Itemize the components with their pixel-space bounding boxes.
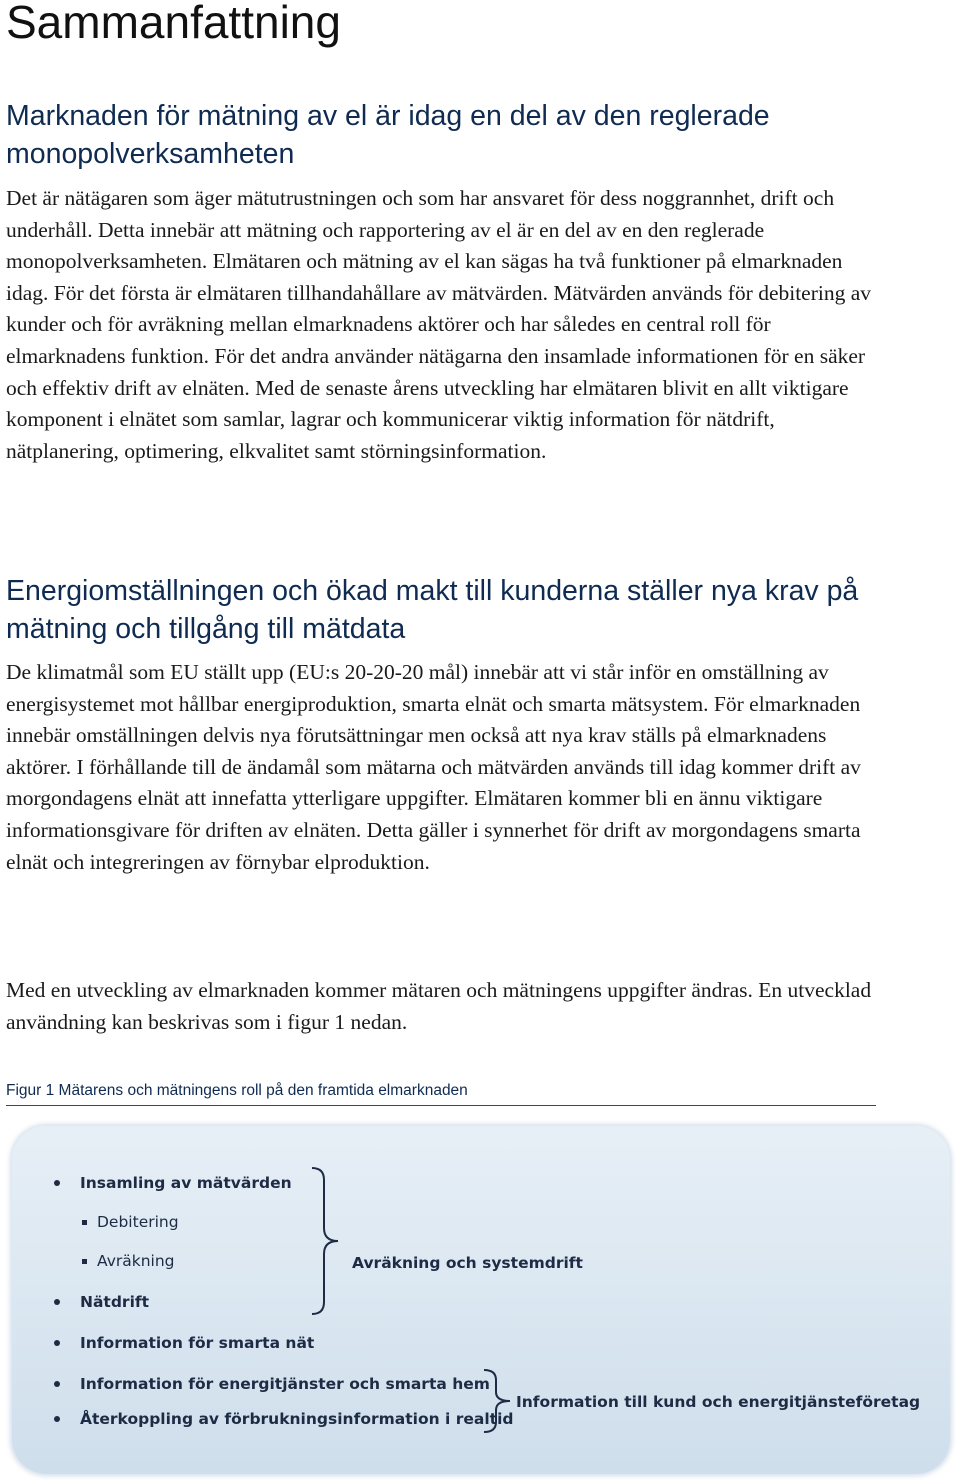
bullet-icon: [54, 1180, 60, 1186]
bullet-icon: [54, 1299, 60, 1305]
figure-caption: Figur 1 Mätarens och mätningens roll på den framtida elmarknaden: [6, 1080, 876, 1106]
section-heading-energy-transition: Energiomställningen och ökad makt till kunderna ställer nya krav på mätning och tillgång till mätdata: [6, 575, 859, 645]
square-bullet-icon: [82, 1220, 87, 1225]
bracket-icon: [310, 1166, 342, 1316]
section-paragraph-market: Det är nätägaren som äger mätutrustningen och som har ansvaret för dess noggrannhet, drift och underhåll. Detta innebär att mätning och rapportering av el är en del av en den reglerade monopolverksamheten. Elmätaren och mätning av el kan sägas ha två funktioner på elmarknaden idag. För det första är elmätaren tillhandahållare av mätvärden. Mätvärden används för debitering av kunder och för avräkning mellan elmarknadens aktörer och har således en central roll för elmarknadens funktion. För det andra använder nätägarna den insamlade informationen för en säker och effektiv drift av elnäten. Med de senaste årens utveckling har elmätaren blivit en allt viktigare komponent i elnätet som samlar, lagrar och kommunicerar viktig information för nätdrift, nätplanering, optimering, elkvalitet samt störningsinformation.: [6, 186, 872, 463]
section-heading-market: Marknaden för mätning av el är idag en del av den reglerade monopolverksamheten: [6, 100, 770, 170]
square-bullet-icon: [82, 1259, 87, 1264]
bullet-icon: [54, 1340, 60, 1346]
section-paragraph-climate-goals: De klimatmål som EU ställt upp (EU:s 20-20-20 mål) innebär att vi står inför en omställning av energisystemet mot hållbar energiproduktion, smarta elnät och smarta mätsystem. För elmarknaden innebär omställningen delvis nya förutsättningar men också att nya krav ställs på elmarknadens aktörer. I förhållande till de ändamål som mätarna och mätvärden används till idag kommer drift av morgondagens elnät att innefatta ytterligare uppgifter. Elmätaren kommer bli en ännu viktigare informationsgivare för driften av elnäten. Detta gäller i synnerhet för drift av morgondagens smarta elnät och integreringen av förnybar elproduktion.: [6, 660, 861, 874]
figure-item-energitjanster: Information för energitjänster och smarta hem: [80, 1375, 490, 1393]
bullet-icon: [54, 1381, 60, 1387]
figure-item-aterkoppling: Återkoppling av förbrukningsinformation i realtid: [80, 1410, 514, 1428]
bullet-icon: [54, 1416, 60, 1422]
figure-item-insamling: Insamling av mätvärden: [80, 1174, 292, 1192]
figure-item-natdrift: Nätdrift: [80, 1293, 150, 1311]
figure-item-avrakning: Avräkning: [97, 1252, 175, 1270]
bracket-icon: [482, 1368, 514, 1434]
figure-item-smarta-nat: Information för smarta nät: [80, 1334, 315, 1352]
section-paragraph-development: Med en utveckling av elmarknaden kommer mätaren och mätningens uppgifter ändras. En utvecklad användning kan beskrivas som i figur 1 nedan.: [6, 978, 872, 1034]
figure-item-debitering: Debitering: [97, 1213, 179, 1231]
figure-group-avrakning-systemdrift: Avräkning och systemdrift: [352, 1254, 583, 1272]
figure-diagram: [12, 1126, 950, 1474]
page-title: Sammanfattning: [6, 0, 341, 48]
figure-group-information-kund: Information till kund och energitjänsteföretag: [516, 1393, 921, 1411]
